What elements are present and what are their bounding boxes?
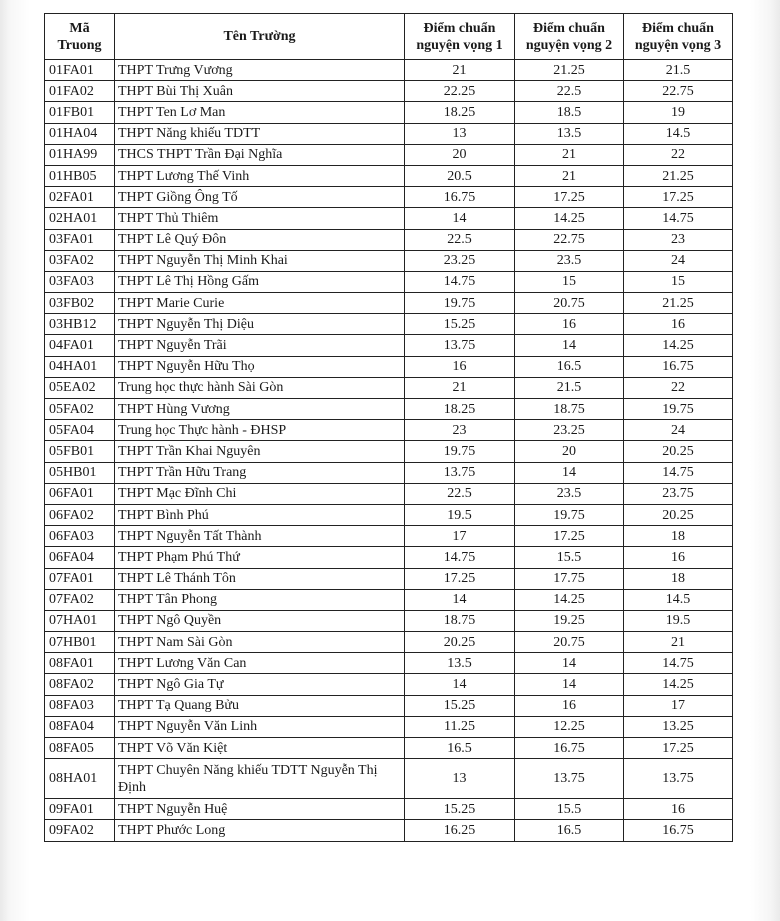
score-choice-3-cell: 14.25 (624, 335, 733, 356)
score-choice-1-cell: 19.75 (405, 441, 515, 462)
table-header-row (45, 14, 733, 60)
table-row (45, 504, 733, 525)
score-choice-1-cell: 16 (405, 356, 515, 377)
school-code-cell: 08FA04 (45, 716, 115, 737)
school-name-cell: THPT Ngô Quyền (115, 610, 405, 631)
school-code-cell: 08FA01 (45, 653, 115, 674)
score-choice-1-cell: 14 (405, 674, 515, 695)
school-name-cell: THPT Nguyễn Thị Diệu (115, 314, 405, 335)
score-choice-3-cell: 14.75 (624, 208, 733, 229)
score-choice-2-cell: 20 (515, 441, 624, 462)
school-name-cell: THPT Năng khiếu TDTT (115, 123, 405, 144)
table-row (45, 356, 733, 377)
score-choice-3-cell: 14.5 (624, 589, 733, 610)
score-choice-2-cell: 23.25 (515, 420, 624, 441)
score-choice-2-cell: 20.75 (515, 293, 624, 314)
score-choice-3-cell: 24 (624, 250, 733, 271)
score-choice-3-cell: 21.25 (624, 165, 733, 186)
table-row (45, 420, 733, 441)
score-choice-2-cell: 21.25 (515, 60, 624, 81)
school-name-cell: THPT Bùi Thị Xuân (115, 81, 405, 102)
table-row (45, 610, 733, 631)
score-choice-1-cell: 15.25 (405, 314, 515, 335)
score-choice-1-cell: 18.25 (405, 399, 515, 420)
table-row (45, 123, 733, 144)
school-code-cell: 05FB01 (45, 441, 115, 462)
school-code-cell: 06FA04 (45, 547, 115, 568)
table-row (45, 229, 733, 250)
school-code-cell: 03FA01 (45, 229, 115, 250)
table-row (45, 695, 733, 716)
score-choice-2-cell: 16.5 (515, 820, 624, 841)
score-choice-1-cell: 19.5 (405, 504, 515, 525)
score-choice-2-cell: 14 (515, 335, 624, 356)
table-row (45, 293, 733, 314)
table-row (45, 187, 733, 208)
score-choice-1-cell: 21 (405, 377, 515, 398)
school-name-cell: THPT Mạc Đĩnh Chi (115, 483, 405, 504)
score-choice-3-cell: 21.25 (624, 293, 733, 314)
school-name-cell: THPT Thủ Thiêm (115, 208, 405, 229)
score-choice-2-cell: 16 (515, 695, 624, 716)
score-choice-2-cell: 22.5 (515, 81, 624, 102)
school-code-cell: 01FA02 (45, 81, 115, 102)
score-choice-3-cell: 16 (624, 314, 733, 335)
school-name-cell: THPT Nam Sài Gòn (115, 632, 405, 653)
table-row (45, 335, 733, 356)
school-code-cell: 02FA01 (45, 187, 115, 208)
header-school-name: Tên Trường (115, 14, 405, 60)
table-row (45, 441, 733, 462)
table-row (45, 738, 733, 759)
score-choice-3-cell: 22 (624, 377, 733, 398)
school-code-cell: 07FA02 (45, 589, 115, 610)
school-code-cell: 09FA02 (45, 820, 115, 841)
school-name-cell: THPT Nguyễn Hữu Thọ (115, 356, 405, 377)
score-choice-3-cell: 14.25 (624, 674, 733, 695)
school-name-cell: THPT Phạm Phú Thứ (115, 547, 405, 568)
score-choice-3-cell: 16.75 (624, 820, 733, 841)
score-choice-2-cell: 23.5 (515, 483, 624, 504)
score-choice-1-cell: 11.25 (405, 716, 515, 737)
score-choice-3-cell: 23 (624, 229, 733, 250)
table-body (45, 60, 733, 842)
table-row (45, 759, 733, 799)
table-row (45, 526, 733, 547)
score-choice-2-cell: 20.75 (515, 632, 624, 653)
school-name-cell: THPT Nguyễn Huệ (115, 799, 405, 820)
score-choice-2-cell: 19.25 (515, 610, 624, 631)
school-name-cell: THPT Giồng Ông Tố (115, 187, 405, 208)
school-name-cell: Trung học thực hành Sài Gòn (115, 377, 405, 398)
score-choice-1-cell: 20 (405, 144, 515, 165)
table-row (45, 208, 733, 229)
score-choice-1-cell: 19.75 (405, 293, 515, 314)
score-choice-1-cell: 16.25 (405, 820, 515, 841)
header-score-choice-1: Điểm chuẩn nguyện vọng 1 (405, 14, 515, 60)
score-choice-2-cell: 18.5 (515, 102, 624, 123)
score-choice-2-cell: 14 (515, 674, 624, 695)
table-row (45, 377, 733, 398)
score-choice-1-cell: 13 (405, 759, 515, 799)
score-choice-2-cell: 17.25 (515, 526, 624, 547)
score-choice-3-cell: 17.25 (624, 738, 733, 759)
table-row (45, 568, 733, 589)
score-choice-3-cell: 16 (624, 547, 733, 568)
score-choice-3-cell: 20.25 (624, 441, 733, 462)
score-choice-1-cell: 22.5 (405, 483, 515, 504)
school-code-cell: 07HA01 (45, 610, 115, 631)
school-name-cell: THPT Nguyễn Trãi (115, 335, 405, 356)
header-score-choice-2: Điểm chuẩn nguyện vọng 2 (515, 14, 624, 60)
score-choice-1-cell: 13 (405, 123, 515, 144)
score-choice-3-cell: 13.75 (624, 759, 733, 799)
score-choice-2-cell: 15.5 (515, 799, 624, 820)
school-code-cell: 02HA01 (45, 208, 115, 229)
score-choice-2-cell: 14.25 (515, 208, 624, 229)
score-choice-2-cell: 21.5 (515, 377, 624, 398)
school-code-cell: 08HA01 (45, 759, 115, 799)
score-choice-2-cell: 19.75 (515, 504, 624, 525)
table-row (45, 653, 733, 674)
school-name-cell: THPT Nguyễn Thị Minh Khai (115, 250, 405, 271)
table-row (45, 144, 733, 165)
score-choice-1-cell: 13.75 (405, 462, 515, 483)
table-row (45, 462, 733, 483)
score-choice-1-cell: 18.25 (405, 102, 515, 123)
school-code-cell: 08FA05 (45, 738, 115, 759)
school-name-cell: THPT Trần Hữu Trang (115, 462, 405, 483)
school-name-cell: THPT Phước Long (115, 820, 405, 841)
admission-score-table (44, 13, 733, 842)
school-code-cell: 06FA03 (45, 526, 115, 547)
school-name-cell: THPT Lê Thánh Tôn (115, 568, 405, 589)
school-code-cell: 05FA02 (45, 399, 115, 420)
score-choice-1-cell: 13.5 (405, 653, 515, 674)
school-code-cell: 05EA02 (45, 377, 115, 398)
table-row (45, 399, 733, 420)
table-row (45, 314, 733, 335)
score-choice-2-cell: 15 (515, 271, 624, 292)
table-row (45, 271, 733, 292)
school-name-cell: THPT Lê Quý Đôn (115, 229, 405, 250)
score-choice-2-cell: 17.75 (515, 568, 624, 589)
table-row (45, 102, 733, 123)
school-code-cell: 06FA01 (45, 483, 115, 504)
score-choice-2-cell: 21 (515, 144, 624, 165)
table-row (45, 589, 733, 610)
school-name-cell: THPT Ten Lơ Man (115, 102, 405, 123)
score-choice-3-cell: 22 (624, 144, 733, 165)
score-choice-1-cell: 22.5 (405, 229, 515, 250)
score-choice-1-cell: 17.25 (405, 568, 515, 589)
school-name-cell: THPT Nguyễn Văn Linh (115, 716, 405, 737)
school-name-cell: THPT Võ Văn Kiệt (115, 738, 405, 759)
school-name-cell: THPT Trần Khai Nguyên (115, 441, 405, 462)
score-choice-2-cell: 16.5 (515, 356, 624, 377)
score-choice-3-cell: 14.75 (624, 462, 733, 483)
score-choice-2-cell: 12.25 (515, 716, 624, 737)
school-name-cell: THPT Lê Thị Hồng Gấm (115, 271, 405, 292)
score-choice-2-cell: 13.75 (515, 759, 624, 799)
school-code-cell: 04HA01 (45, 356, 115, 377)
score-choice-3-cell: 16.75 (624, 356, 733, 377)
score-choice-1-cell: 14.75 (405, 547, 515, 568)
score-choice-3-cell: 17 (624, 695, 733, 716)
school-name-cell: THPT Ngô Gia Tự (115, 674, 405, 695)
table-row (45, 60, 733, 81)
score-choice-1-cell: 14 (405, 589, 515, 610)
score-choice-3-cell: 16 (624, 799, 733, 820)
score-choice-3-cell: 15 (624, 271, 733, 292)
school-code-cell: 09FA01 (45, 799, 115, 820)
table-row (45, 716, 733, 737)
score-choice-1-cell: 18.75 (405, 610, 515, 631)
score-choice-1-cell: 14 (405, 208, 515, 229)
score-choice-1-cell: 16.75 (405, 187, 515, 208)
score-choice-1-cell: 17 (405, 526, 515, 547)
table-row (45, 165, 733, 186)
school-code-cell: 08FA02 (45, 674, 115, 695)
header-school-code: Mã Truong (45, 14, 115, 60)
score-choice-3-cell: 21.5 (624, 60, 733, 81)
school-code-cell: 06FA02 (45, 504, 115, 525)
school-code-cell: 01HA04 (45, 123, 115, 144)
score-choice-1-cell: 16.5 (405, 738, 515, 759)
school-name-cell: THPT Tạ Quang Bửu (115, 695, 405, 716)
score-choice-3-cell: 19.75 (624, 399, 733, 420)
header-score-choice-3: Điểm chuẩn nguyện vọng 3 (624, 14, 733, 60)
school-name-cell: THCS THPT Trần Đại Nghĩa (115, 144, 405, 165)
school-code-cell: 01FA01 (45, 60, 115, 81)
school-code-cell: 05FA04 (45, 420, 115, 441)
score-choice-2-cell: 14.25 (515, 589, 624, 610)
score-choice-3-cell: 19.5 (624, 610, 733, 631)
school-code-cell: 03FA02 (45, 250, 115, 271)
score-choice-1-cell: 15.25 (405, 695, 515, 716)
score-choice-3-cell: 22.75 (624, 81, 733, 102)
score-choice-3-cell: 13.25 (624, 716, 733, 737)
school-name-cell: THPT Lương Thế Vinh (115, 165, 405, 186)
score-choice-3-cell: 18 (624, 568, 733, 589)
table-row (45, 674, 733, 695)
school-code-cell: 01FB01 (45, 102, 115, 123)
score-choice-3-cell: 19 (624, 102, 733, 123)
score-choice-3-cell: 17.25 (624, 187, 733, 208)
score-choice-1-cell: 23 (405, 420, 515, 441)
score-choice-2-cell: 14 (515, 462, 624, 483)
score-choice-2-cell: 23.5 (515, 250, 624, 271)
score-choice-2-cell: 16.75 (515, 738, 624, 759)
table-row (45, 483, 733, 504)
score-choice-3-cell: 23.75 (624, 483, 733, 504)
table-row (45, 547, 733, 568)
score-choice-2-cell: 15.5 (515, 547, 624, 568)
school-code-cell: 01HB05 (45, 165, 115, 186)
score-choice-3-cell: 20.25 (624, 504, 733, 525)
score-choice-3-cell: 14.5 (624, 123, 733, 144)
score-choice-3-cell: 18 (624, 526, 733, 547)
school-code-cell: 01HA99 (45, 144, 115, 165)
school-name-cell: THPT Trưng Vương (115, 60, 405, 81)
score-choice-1-cell: 21 (405, 60, 515, 81)
school-code-cell: 07HB01 (45, 632, 115, 653)
school-code-cell: 03FB02 (45, 293, 115, 314)
score-choice-2-cell: 16 (515, 314, 624, 335)
score-choice-2-cell: 18.75 (515, 399, 624, 420)
score-choice-3-cell: 14.75 (624, 653, 733, 674)
school-name-cell: THPT Chuyên Năng khiếu TDTT Nguyễn Thị Định (115, 759, 405, 799)
score-choice-1-cell: 23.25 (405, 250, 515, 271)
school-name-cell: THPT Nguyễn Tất Thành (115, 526, 405, 547)
score-choice-1-cell: 15.25 (405, 799, 515, 820)
school-name-cell: Trung học Thực hành - ĐHSP (115, 420, 405, 441)
school-code-cell: 03HB12 (45, 314, 115, 335)
table-row (45, 250, 733, 271)
score-choice-1-cell: 22.25 (405, 81, 515, 102)
score-choice-2-cell: 17.25 (515, 187, 624, 208)
score-choice-1-cell: 14.75 (405, 271, 515, 292)
school-code-cell: 04FA01 (45, 335, 115, 356)
score-choice-1-cell: 20.5 (405, 165, 515, 186)
school-name-cell: THPT Lương Văn Can (115, 653, 405, 674)
school-name-cell: THPT Marie Curie (115, 293, 405, 314)
table-row (45, 799, 733, 820)
score-choice-3-cell: 24 (624, 420, 733, 441)
table-row (45, 632, 733, 653)
school-name-cell: THPT Tân Phong (115, 589, 405, 610)
score-choice-1-cell: 20.25 (405, 632, 515, 653)
school-code-cell: 07FA01 (45, 568, 115, 589)
table-row (45, 81, 733, 102)
table-row (45, 820, 733, 841)
school-code-cell: 05HB01 (45, 462, 115, 483)
school-code-cell: 08FA03 (45, 695, 115, 716)
score-choice-2-cell: 21 (515, 165, 624, 186)
score-choice-2-cell: 22.75 (515, 229, 624, 250)
score-choice-1-cell: 13.75 (405, 335, 515, 356)
score-choice-2-cell: 14 (515, 653, 624, 674)
score-choice-3-cell: 21 (624, 632, 733, 653)
school-code-cell: 03FA03 (45, 271, 115, 292)
score-choice-2-cell: 13.5 (515, 123, 624, 144)
school-name-cell: THPT Bình Phú (115, 504, 405, 525)
school-name-cell: THPT Hùng Vương (115, 399, 405, 420)
